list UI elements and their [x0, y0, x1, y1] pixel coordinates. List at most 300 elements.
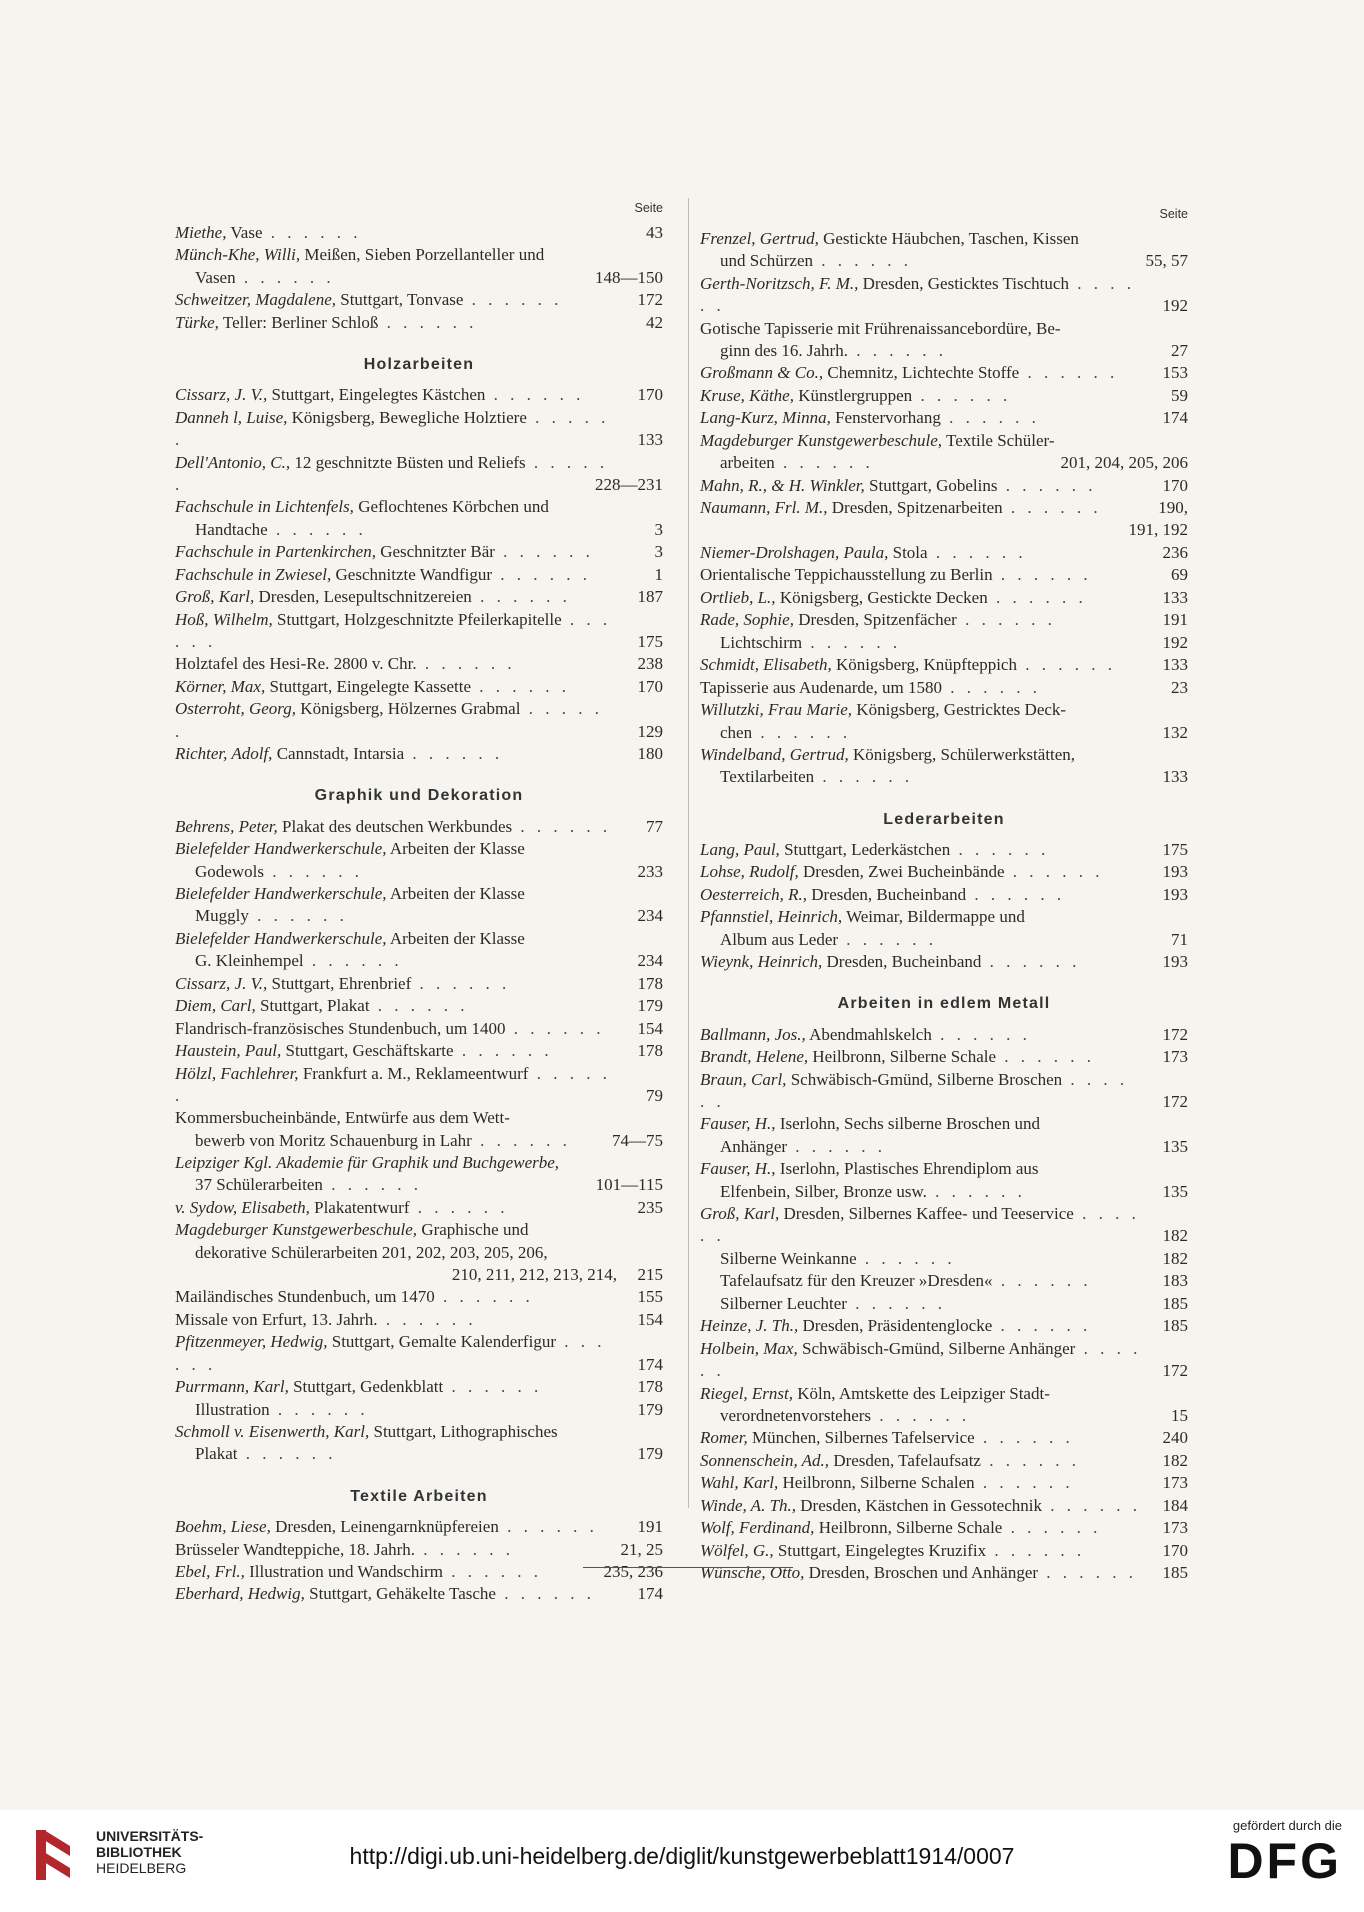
- entry-name: Osterroht, Georg,: [175, 699, 297, 719]
- page-number: 201, 204, 205, 206: [1060, 453, 1188, 473]
- page-number: 179: [637, 996, 663, 1016]
- page-number: 193: [1162, 952, 1188, 972]
- entry-text: Cannstadt, Intarsia: [276, 744, 405, 764]
- leader-dots: . . . . . .: [700, 1338, 1142, 1381]
- left-sections: [175, 354, 663, 1606]
- index-entry: [175, 222, 663, 244]
- page-number: 170: [1162, 475, 1188, 495]
- entry-line: [700, 677, 1142, 699]
- index-entry: [175, 1331, 663, 1376]
- entry-line: [175, 995, 617, 1017]
- entry-continuation: [700, 1293, 1142, 1315]
- entry-line: [175, 1018, 617, 1040]
- entry-continuation: [175, 519, 617, 541]
- entry-line: [175, 1421, 617, 1443]
- entry-name: Sonnenschein, Ad.,: [700, 1450, 830, 1470]
- index-entry: [175, 838, 663, 883]
- entry-text: Königsberg, Knüpfteppich: [835, 655, 1017, 675]
- entry-line: [700, 228, 1142, 250]
- index-entry: [700, 1517, 1188, 1539]
- page-number: 69: [1171, 565, 1188, 585]
- entry-text: Arbeiten der Klasse: [389, 839, 525, 859]
- leader-dots: . . . . . .: [175, 1063, 611, 1105]
- entry-name: Groß, Karl,: [175, 587, 255, 607]
- entry-line: [175, 1197, 617, 1219]
- entry-line: [700, 1338, 1142, 1383]
- entry-name: Wahl, Karl,: [700, 1473, 779, 1493]
- entry-line: [700, 1069, 1142, 1114]
- permalink-url[interactable]: http://digi.ub.uni-heidelberg.de/diglit/kunstgewerbeblatt1914/0007: [349, 1843, 1015, 1869]
- index-section: [175, 785, 663, 1465]
- entry-continuation: [175, 1130, 617, 1152]
- entry-line: [700, 839, 1142, 861]
- page-number: 174: [637, 1354, 663, 1374]
- entry-name: Purrmann, Karl,: [175, 1377, 289, 1397]
- entry-text: Kommersbucheinbände, Entwürfe aus dem Wett-: [175, 1108, 510, 1128]
- index-entry: [175, 609, 663, 654]
- leader-dots: . . . . . .: [494, 542, 594, 562]
- index-entry: [175, 1376, 663, 1398]
- entry-name: Lohse, Rudolf,: [700, 862, 799, 882]
- entry-continuation: [700, 1136, 1142, 1158]
- leader-dots: . . . . . .: [416, 654, 516, 674]
- page-number: 42: [646, 312, 663, 332]
- entry-text: Holztafel des Hesi-Re. 2800 v. Chr.: [175, 654, 417, 674]
- leader-dots: . . . . . .: [974, 1428, 1074, 1448]
- leader-dots: . . . . . .: [1042, 1495, 1141, 1515]
- index-entry: [175, 541, 663, 563]
- entry-name: Wölfel, G.,: [700, 1540, 774, 1560]
- entry-continuation: [175, 1399, 617, 1421]
- entry-text: Arbeiten der Klasse: [389, 928, 525, 948]
- index-entry: [175, 883, 663, 928]
- entry-continuation: [700, 1270, 1142, 1292]
- entry-continuation: [175, 267, 617, 289]
- index-entry: [700, 677, 1188, 699]
- page-number: 153: [1162, 363, 1188, 383]
- leader-dots: . . . . . .: [980, 1450, 1080, 1470]
- entry-text: Dresden, Tafelaufsatz: [833, 1450, 981, 1470]
- index-entry: [700, 1495, 1188, 1517]
- entry-text: Mailändisches Stundenbuch, um 1470: [175, 1287, 435, 1307]
- entry-continuation: [700, 766, 1142, 788]
- entry-text: Dresden, Silbernes Kaffee- und Teeservice: [783, 1204, 1074, 1224]
- entry-text: Plakat des deutschen Werkbundes: [282, 816, 513, 836]
- entry-text: Plakatentwurf: [314, 1197, 410, 1217]
- entry-line: [700, 587, 1142, 609]
- section-heading: Textile Arbeiten: [350, 1487, 488, 1505]
- entry-cont-text: Anhänger: [720, 1136, 788, 1156]
- index-entry: [700, 497, 1188, 542]
- section-heading: Arbeiten in edlem Metall: [837, 995, 1051, 1013]
- leader-dots: . . . . . .: [996, 1047, 1096, 1067]
- entry-name: Fachschule in Zwiesel,: [175, 564, 332, 584]
- section-heading: Lederarbeiten: [883, 810, 1005, 828]
- entry-text: Dresden, Gesticktes Tischtuch: [862, 273, 1069, 293]
- page-number: 155: [637, 1287, 663, 1307]
- index-entry: [700, 1562, 1188, 1584]
- entry-cont-text: Textilarbeiten: [720, 767, 815, 787]
- entry-line: [700, 1113, 1142, 1135]
- entry-line: [700, 951, 1142, 973]
- page-number: 132: [1162, 722, 1188, 742]
- entry-text: Künstlergruppen: [798, 385, 913, 405]
- entry-text: Dresden, Spitzenarbeiten: [831, 498, 1003, 518]
- index-entry: [700, 951, 1188, 973]
- section-heading: Graphik und Dekoration: [314, 787, 524, 805]
- leader-dots: . . . . . .: [752, 722, 852, 742]
- page-number: 43: [646, 223, 663, 242]
- entry-text: Dresden, Lesepultschnitzereien: [258, 587, 472, 607]
- entry-cont-text: Silberner Leuchter: [720, 1293, 847, 1313]
- page-number: 77: [646, 816, 663, 836]
- index-entry: [700, 632, 1188, 654]
- entry-text: Köln, Amtskette des Leipziger Stadt-: [797, 1383, 1050, 1403]
- entry-name: Bielefelder Handwerkerschule,: [175, 839, 387, 859]
- page-number: 174: [637, 1584, 663, 1604]
- leader-dots: . . . . . .: [787, 1136, 887, 1156]
- entry-text: Stuttgart, Holzgeschnitzte Pfeilerkapitelle: [277, 609, 562, 629]
- leader-dots: . . . . . .: [378, 312, 478, 332]
- page-number: 71: [1171, 929, 1188, 949]
- page-number: 133: [1162, 767, 1188, 787]
- index-entry: [700, 1450, 1188, 1472]
- entry-name: Pfannstiel, Heinrich,: [700, 907, 843, 927]
- entry-line-2: 191, 192: [1128, 520, 1188, 540]
- leader-dots: . . . . . .: [986, 1540, 1086, 1560]
- page-number: 192: [1162, 296, 1188, 316]
- entry-line: [700, 475, 1142, 497]
- leader-dots: . . . . . .: [303, 951, 403, 971]
- index-entry: [175, 698, 663, 743]
- entry-line: [700, 564, 1142, 586]
- page-number: 240: [1162, 1428, 1188, 1448]
- page-number: 21, 25: [620, 1539, 663, 1559]
- entry-text: Stuttgart, Gobelins: [869, 475, 998, 495]
- entry-continuation: [700, 929, 1142, 951]
- entry-name: Eberhard, Hedwig,: [175, 1584, 305, 1604]
- entry-line: [175, 653, 617, 675]
- entry-name: Magdeburger Kunstgewerbeschule,: [175, 1220, 418, 1240]
- entry-name: Naumann, Frl. M.,: [700, 498, 828, 518]
- leader-dots: . . . . . .: [235, 267, 335, 287]
- entry-cont-text: Lichtschirm: [720, 632, 803, 652]
- entry-text: Stuttgart, Lederkästchen: [784, 839, 951, 859]
- entry-name: Rade, Sophie,: [700, 610, 794, 630]
- entry-cont-text: bewerb von Moritz Schauenburg in Lahr: [195, 1130, 472, 1150]
- page-number: 172: [1162, 1024, 1188, 1044]
- page-number: 184: [1162, 1495, 1188, 1515]
- index-entry: [700, 430, 1188, 475]
- leader-dots: . . . . . .: [1016, 655, 1116, 675]
- index-entry: [700, 1024, 1188, 1046]
- entry-line: [700, 1517, 1142, 1539]
- leader-dots: . . . . . .: [434, 1287, 534, 1307]
- entry-name: Kruse, Käthe,: [700, 385, 794, 405]
- page-number: 172: [637, 290, 663, 310]
- index-entry: [700, 362, 1188, 384]
- index-entry: [175, 1152, 663, 1197]
- entry-cont-text: ginn des 16. Jahrh.: [720, 340, 848, 360]
- page-number: 191: [637, 1517, 663, 1537]
- entry-continuation: [700, 722, 1142, 744]
- entry-text: Dresden, Zwei Bucheinbände: [802, 862, 1005, 882]
- entry-line: [175, 1309, 617, 1331]
- entry-name: Cissarz, J. V.,: [175, 973, 268, 993]
- index-entry: [175, 1107, 663, 1152]
- entry-line: [700, 1046, 1142, 1068]
- index-entry: [700, 587, 1188, 609]
- entry-name: Cissarz, J. V.,: [175, 385, 268, 405]
- page-number: 192: [1162, 632, 1188, 652]
- entry-name: Schmidt, Elisabeth,: [700, 655, 832, 675]
- index-entry: [175, 1286, 663, 1308]
- index-entry: [175, 452, 663, 497]
- entry-name: Riegel, Ernst,: [700, 1383, 794, 1403]
- entry-cont-text: dekorative Schülerarbeiten 201, 202, 203, 205, 206,: [195, 1242, 548, 1262]
- entry-line: [175, 1063, 617, 1108]
- index-section: [700, 809, 1188, 974]
- entry-line: [700, 1315, 1142, 1337]
- page-number: 193: [1162, 862, 1188, 882]
- entry-text: Königsberg, Gestricktes Deck-: [856, 700, 1067, 720]
- leader-dots: . . . . . .: [950, 839, 1050, 859]
- library-line-2: BIBLIOTHEK: [96, 1844, 182, 1860]
- index-entry: [700, 542, 1188, 564]
- page-number: 175: [637, 631, 663, 651]
- entry-line: [700, 699, 1142, 721]
- entry-cont-text: Elfenbein, Silber, Bronze usw.: [720, 1181, 927, 1201]
- entry-name: Romer,: [700, 1428, 748, 1448]
- entry-name: Münch-Khe, Willi,: [175, 245, 301, 265]
- entry-text: Flandrisch-französisches Stundenbuch, um 1400: [175, 1018, 506, 1038]
- entry-continuation: [700, 1405, 1142, 1427]
- entry-text: Dresden, Bucheinband: [811, 884, 967, 904]
- entry-line: [175, 838, 617, 860]
- page-number: 185: [1162, 1316, 1188, 1336]
- entry-name: Groß, Karl,: [700, 1204, 780, 1224]
- page-number: 233: [637, 861, 663, 881]
- entry-line: [175, 928, 617, 950]
- entry-line: [175, 541, 617, 563]
- entry-text: Frankfurt a. M., Reklameentwurf: [302, 1063, 529, 1083]
- entry-line: [175, 1286, 617, 1308]
- entry-text: Dresden, Präsidentenglocke: [802, 1316, 993, 1336]
- page-number: 182: [1162, 1248, 1188, 1268]
- leader-dots: . . . . . .: [369, 996, 469, 1016]
- page-number: 183: [1162, 1271, 1188, 1291]
- page-number: 175: [1162, 839, 1188, 859]
- leader-dots: . . . . . .: [498, 1517, 598, 1537]
- entry-line: [175, 496, 617, 518]
- entry-name: Braun, Carl,: [700, 1069, 787, 1089]
- leader-dots: . . . . . .: [377, 1309, 477, 1329]
- index-entry: [175, 564, 663, 586]
- entry-text: Stuttgart, Plakat: [260, 996, 370, 1016]
- entry-line: [700, 542, 1142, 564]
- page-number: 135: [1162, 1136, 1188, 1156]
- entry-name: Gerth-Noritzsch, F. M.,: [700, 273, 859, 293]
- leader-dots: . . . . . .: [847, 340, 947, 360]
- page-number: 74—75: [612, 1130, 663, 1150]
- index-entry: [175, 816, 663, 838]
- entry-line: [175, 1219, 617, 1241]
- index-entry: [175, 1063, 663, 1108]
- entry-line: [700, 654, 1142, 676]
- dfg-block[interactable]: [1227, 1818, 1342, 1889]
- index-entry: [175, 995, 663, 1017]
- entry-text: 12 geschnitzte Büsten und Reliefs: [294, 452, 526, 472]
- entry-cont-text: 37 Schülerarbeiten: [195, 1175, 323, 1195]
- entry-name: Wolf, Ferdinand,: [700, 1518, 815, 1538]
- entry-text: Stola: [892, 542, 928, 562]
- page-number: 182: [1162, 1450, 1188, 1470]
- index-entry: [175, 1399, 663, 1421]
- page-number: 182: [1162, 1226, 1188, 1246]
- leader-dots: . . . . . .: [987, 587, 1087, 607]
- entry-text: Geschnitzter Bär: [380, 542, 495, 562]
- entry-continuation: [700, 632, 1142, 654]
- entry-name: Holbein, Max,: [700, 1338, 798, 1358]
- page-number: 174: [1162, 408, 1188, 428]
- entry-line: [175, 244, 617, 266]
- page-number: 179: [637, 1444, 663, 1464]
- entry-line: [175, 452, 617, 497]
- leader-dots: . . . . . .: [409, 1197, 509, 1217]
- page-number: 133: [1162, 655, 1188, 675]
- entry-text: Iserlohn, Sechs silberne Broschen und: [779, 1114, 1040, 1134]
- leader-dots: . . . . . .: [997, 475, 1097, 495]
- index-entry: [175, 1219, 663, 1286]
- entry-text: Abendmahlskelch: [809, 1024, 932, 1044]
- leader-dots: . . . . . .: [485, 385, 585, 405]
- entry-line: [175, 743, 617, 765]
- page-number: 193: [1162, 884, 1188, 904]
- leader-dots: . . . . . .: [411, 973, 511, 993]
- entry-text: Arbeiten der Klasse: [389, 884, 525, 904]
- entry-cont-text: Tafelaufsatz für den Kreuzer »Dresden«: [720, 1271, 993, 1291]
- page-number: 129: [637, 721, 663, 741]
- entry-name: Großmann & Co.,: [700, 363, 824, 383]
- page-number: 1: [654, 564, 663, 584]
- entry-line: [175, 312, 617, 334]
- entry-continuation: [175, 1242, 617, 1264]
- entry-name: Willutzki, Frau Marie,: [700, 700, 853, 720]
- leader-dots: . . . . . .: [931, 1024, 1031, 1044]
- leader-dots: . . . . . .: [927, 542, 1027, 562]
- index-entry: [175, 289, 663, 311]
- index-entry: [700, 385, 1188, 407]
- leader-dots: . . . . . .: [1038, 1563, 1138, 1583]
- right-top-entries: [700, 228, 1188, 789]
- index-entry: [700, 1113, 1188, 1158]
- entry-text: Stuttgart, Ehrenbrief: [271, 973, 412, 993]
- entry-text: Stuttgart, Tonvase: [340, 290, 464, 310]
- entry-line: [700, 1495, 1142, 1517]
- entry-text: Heilbronn, Silberne Schale: [812, 1047, 997, 1067]
- leader-dots: . . . . . .: [956, 610, 1056, 630]
- leader-dots: . . . . . .: [1004, 862, 1104, 882]
- index-entry: [175, 743, 663, 765]
- entry-text: Weimar, Bildermappe und: [846, 907, 1025, 927]
- leader-dots: . . . . . .: [802, 632, 902, 652]
- index-entry: [175, 586, 663, 608]
- entry-name: Niemer-Drolshagen, Paula,: [700, 542, 889, 562]
- entry-name: Ballmann, Jos.,: [700, 1024, 806, 1044]
- entry-line: [175, 1107, 617, 1129]
- leader-dots: . . . . . .: [981, 952, 1081, 972]
- leader-dots: . . . . . .: [941, 677, 1041, 697]
- leader-dots: . . . . . .: [814, 767, 914, 787]
- entry-name: Türke,: [175, 312, 219, 332]
- entry-name: Mahn, R., & H. Winkler,: [700, 475, 865, 495]
- entry-line: [700, 1427, 1142, 1449]
- entry-line: [175, 698, 617, 743]
- left-column: [175, 200, 663, 1606]
- index-entry: [700, 1427, 1188, 1449]
- entry-line: [700, 318, 1142, 340]
- page-number: 235, 236: [603, 1562, 663, 1581]
- entry-text: Gotische Tapisserie mit Frührenaissancebordüre, Be-: [700, 318, 1061, 338]
- entry-text: Stuttgart, Gemalte Kalenderfigur: [331, 1332, 556, 1352]
- leader-dots: . . . . . .: [505, 1018, 605, 1038]
- leader-dots: . . . . . .: [813, 251, 913, 271]
- entry-name: Fauser, H.,: [700, 1114, 776, 1134]
- entry-name: Leipziger Kgl. Akademie für Graphik und Buchgewerbe,: [175, 1153, 560, 1173]
- entry-name: Frenzel, Gertrud,: [700, 229, 819, 248]
- entry-cont-text: Vasen: [195, 267, 236, 287]
- leader-dots: . . . . . .: [912, 385, 1012, 405]
- index-entry: [700, 744, 1188, 789]
- index-entry: [700, 273, 1188, 318]
- index-entry: [175, 1309, 663, 1331]
- entry-continuation: [175, 861, 617, 883]
- leader-dots: . . . . . .: [443, 1377, 543, 1397]
- index-entry: [700, 1540, 1188, 1562]
- index-entry: [700, 1315, 1188, 1337]
- entry-name: Haustein, Paul,: [175, 1041, 282, 1061]
- entry-text: Dresden, Broschen und Anhänger: [808, 1563, 1039, 1583]
- entry-line: [700, 407, 1142, 429]
- index-entry: [700, 906, 1188, 951]
- leader-dots: . . . . . .: [262, 223, 362, 242]
- leader-dots: . . . . . .: [774, 453, 874, 473]
- entry-continuation: [175, 1443, 617, 1465]
- entry-text: Stuttgart, Lithographisches: [373, 1422, 558, 1442]
- page-number: 23: [1171, 677, 1188, 697]
- entry-line: [700, 1158, 1142, 1180]
- entry-text: Stuttgart, Eingelegtes Kästchen: [271, 385, 486, 405]
- index-entry: [700, 564, 1188, 586]
- page-number: 170: [637, 385, 663, 405]
- entry-name: Ortlieb, L.,: [700, 587, 776, 607]
- index-entry: [175, 676, 663, 698]
- entry-text: Königsberg, Schülerwerkstätten,: [853, 745, 1076, 765]
- entry-line: [175, 1376, 617, 1398]
- entry-text: Gestickte Häubchen, Taschen, Kissen: [823, 229, 1079, 248]
- index-entry: [700, 475, 1188, 497]
- index-entry: [700, 1472, 1188, 1494]
- right-sections: [700, 809, 1188, 1585]
- index-entry: [175, 384, 663, 406]
- entry-line: [700, 385, 1142, 407]
- entry-text: Stuttgart, Gedenkblatt: [293, 1377, 444, 1397]
- entry-name: Heinze, J. Th.,: [700, 1316, 799, 1336]
- entry-name: Ebel, Frl.,: [175, 1562, 245, 1581]
- index-entry: [700, 839, 1188, 861]
- index-entry: [700, 861, 1188, 883]
- page-number: 178: [637, 1041, 663, 1061]
